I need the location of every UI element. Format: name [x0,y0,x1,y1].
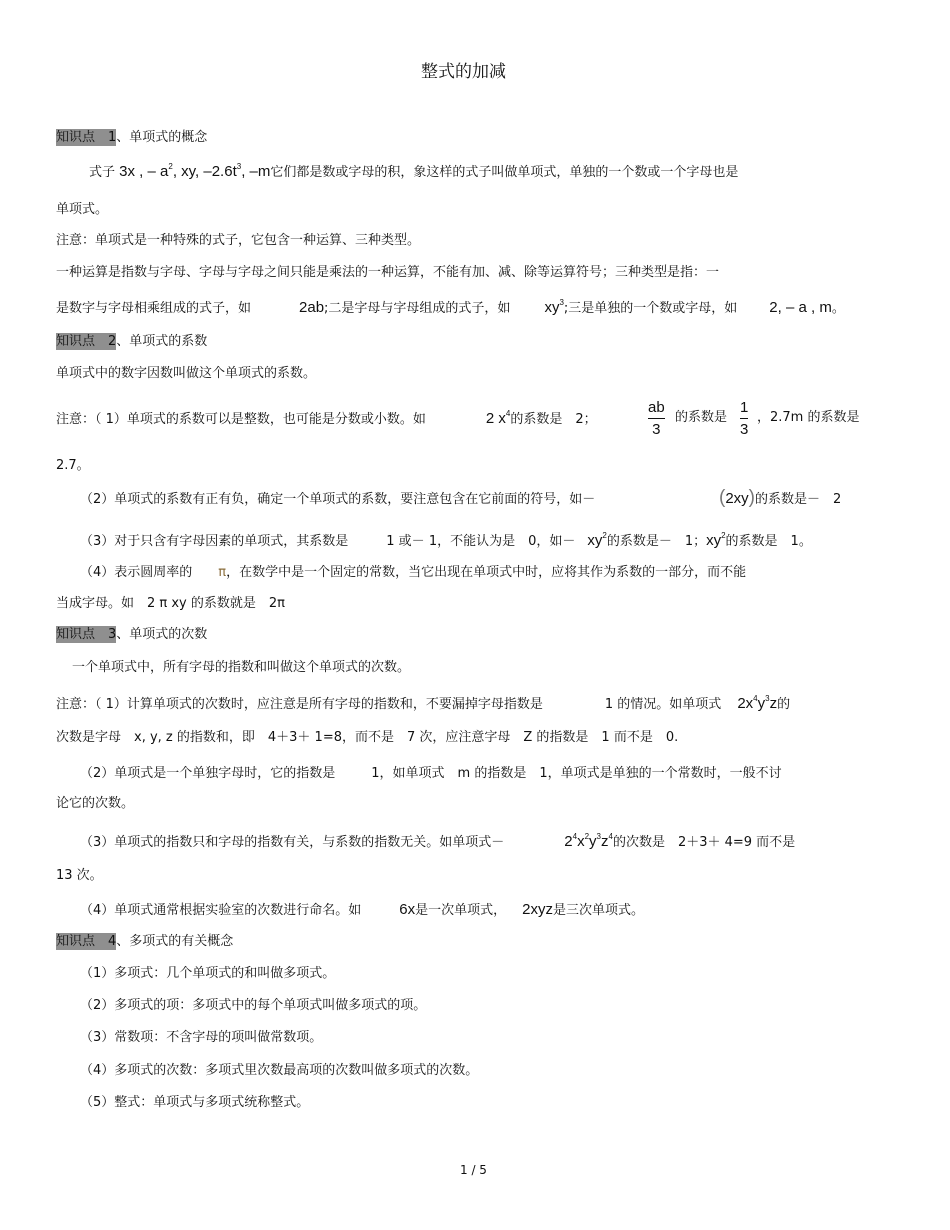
paren: ( [719,487,726,508]
kp4-item-2: （2）多项式的项：多项式中的每个单项式叫做多项式的项。 [80,998,427,1013]
kp3-note1-cont: 次数是字母 x, y, z 的指数和，即 4＋3＋ 1=8，而不是 7 次，应注意字母 Z 的指数是 1 而不是 0. [56,730,679,745]
math: y [589,833,597,850]
text: ;二是字母与字母组成的式子，如 [324,301,511,316]
text: 的系数是－ 2 [755,492,842,507]
math: 2 [564,833,573,850]
kp1-heading [56,131,207,144]
kp1-definition-line2: 单项式。 [56,202,109,217]
math: xy [544,299,560,316]
text: 的次数是 2＋3＋ 4=9 而不是 [612,835,796,850]
text: 它们都是数或字母的积，象这样的式子叫做单项式，单独的一个数或一个字母也是 [270,165,739,180]
text: （4）表示圆周率的 [80,565,193,580]
math: x [577,833,585,850]
kp4-item-1: （1）多项式：几个单项式的和叫做多项式。 [80,966,336,981]
kp3-note1 [56,696,790,711]
kp4-heading [56,935,233,948]
superscript: 2 [584,832,590,841]
math: 3x , – a [119,163,169,180]
math [587,532,606,549]
text: 是三次单项式。 [552,903,644,918]
kp2-note2-expression [719,488,841,507]
text: ，在数学中是一个固定的常数，当它出现在单项式中时，应将其作为系数的一部分，而不能 [226,565,747,580]
numerator: ab [648,399,665,416]
superscript: 4 [608,832,613,841]
kp2-note1-cont: 2.7。 [56,458,90,473]
kp2-note4 [80,566,746,579]
kp2-definition: 单项式中的数字因数叫做这个单项式的系数。 [56,366,317,381]
math: xy [706,532,722,549]
text: （2）单项式是一个单独字母时，它的指数是 [80,766,336,781]
text: 的系数是 2； [510,412,597,427]
kp2-heading [56,335,207,348]
kp4-item-4: （4）多项式的次数：多项式里次数最高项的次数叫做多项式的次数。 [80,1063,479,1078]
text: 1，如单项式 m 的指数是 1，单项式是单独的一个常数时，一般不讨 [371,766,782,781]
kp1-definition-line1 [89,164,738,179]
superscript: 2 [602,531,607,540]
math [737,695,777,712]
kp3-note2 [80,767,782,780]
math: y [757,695,766,712]
math: , –m [241,163,271,180]
math-expression [119,163,270,180]
kp4-title: 、多项式的有关概念 [116,934,234,949]
superscript: 4 [572,832,578,841]
kp2-note2: （2）单项式的系数有正有负，确定一个单项式的系数，要注意包含在它前面的符号，如－ [80,492,596,507]
superscript: 3 [596,832,601,841]
text: （3）对于只含有字母因素的单项式，其系数是 [80,534,349,549]
kp3-note4 [80,902,644,917]
math: 2 x [485,410,506,427]
superscript: 4 [753,694,758,703]
page-title: 整式的加减 [421,62,506,82]
math [706,532,725,549]
numerator: 1 [740,399,749,416]
kp3-tag: 知识点 3 [56,627,117,642]
superscript: 4 [505,409,511,418]
text: 的系数是 [675,410,728,425]
pi-symbol: π [218,565,227,580]
superscript: 2 [168,162,173,171]
math: 2x [737,695,754,712]
text: 是一次单项式， [415,903,507,918]
kp1-note3 [56,300,845,315]
math: , xy, –2.6t [172,163,237,180]
text: 1 的情况。如单项式 [604,697,722,712]
kp1-note2: 一种运算是指数与字母、字母与字母之间只能是乘法的一种运算，不能有加、减、除等运算符号；三种类型是指：一 [56,265,720,280]
text: ;三是单独的一个数或字母，如 [563,301,738,316]
math: 2xyz [522,901,553,918]
text: 注意：（ 1）计算单项式的次数时，应注意是所有字母的指数和，不要漏掉字母指数是 [56,697,543,712]
math [544,299,563,316]
text: （4）单项式通常根据实验室的次数进行命名。如 [80,903,362,918]
math: z [769,695,778,712]
math: 2xy [725,490,749,507]
kp1-tag: 知识点 1 [56,130,117,145]
kp2-note1 [56,411,597,426]
fraction-ab-over-3 [648,400,665,437]
kp4-tag: 知识点 4 [56,934,117,949]
fraction-1-over-3 [740,400,748,437]
math [564,833,613,850]
math: xy [587,532,603,549]
kp3-note3-cont: 13 次。 [56,868,103,883]
kp2-tag: 知识点 2 [56,334,117,349]
text: 。 [831,301,845,316]
superscript: 2 [721,531,726,540]
math: 6x [399,901,416,918]
math [486,410,510,427]
text: ，2.7m 的系数是 [757,410,860,425]
denominator: 3 [652,421,661,438]
kp1-note1: 注意：单项式是一种特殊的式子，它包含一种运算、三种类型。 [56,233,421,248]
superscript: 3 [559,298,564,307]
kp3-heading [56,628,207,641]
paren: ) [748,487,755,508]
math: 2, – a , m [769,299,832,316]
kp3-title: 、单项式的次数 [116,627,208,642]
kp4-item-5: （5）整式：单项式与多项式统称整式。 [80,1095,310,1110]
text: 注意：（ 1）单项式的系数可以是整数，也可能是分数或小数。如 [56,412,426,427]
text: （3）单项式的指数只和字母的指数有关，与系数的指数无关。如单项式－ [80,835,505,850]
denominator: 3 [740,421,749,438]
page-number: 1 / 5 [460,1163,487,1177]
math: z [600,833,609,850]
kp3-note3 [80,834,795,849]
superscript: 3 [236,162,242,171]
superscript: 3 [765,694,770,703]
kp2-note3 [80,533,812,548]
math: 2ab [299,299,325,316]
kp1-title: 、单项式的概念 [116,130,208,145]
text: 的系数是－ 1； [606,534,707,549]
kp3-definition: 一个单项式中，所有字母的指数和叫做这个单项式的次数。 [72,660,411,675]
text: 的系数是 1。 [725,534,812,549]
kp3-note2-cont: 论它的次数。 [56,796,135,811]
kp2-note4-cont: 当成字母。如 2 π xy 的系数就是 2π [56,596,285,611]
text: 式子 [89,165,116,180]
text: 的 [777,697,791,712]
kp4-item-3: （3）常数项：不含字母的项叫做常数项。 [80,1030,323,1045]
text: 1 或－ 1，不能认为是 0，如－ [386,534,576,549]
kp2-title: 、单项式的系数 [116,334,208,349]
text: 是数字与字母相乘组成的式子，如 [56,301,252,316]
